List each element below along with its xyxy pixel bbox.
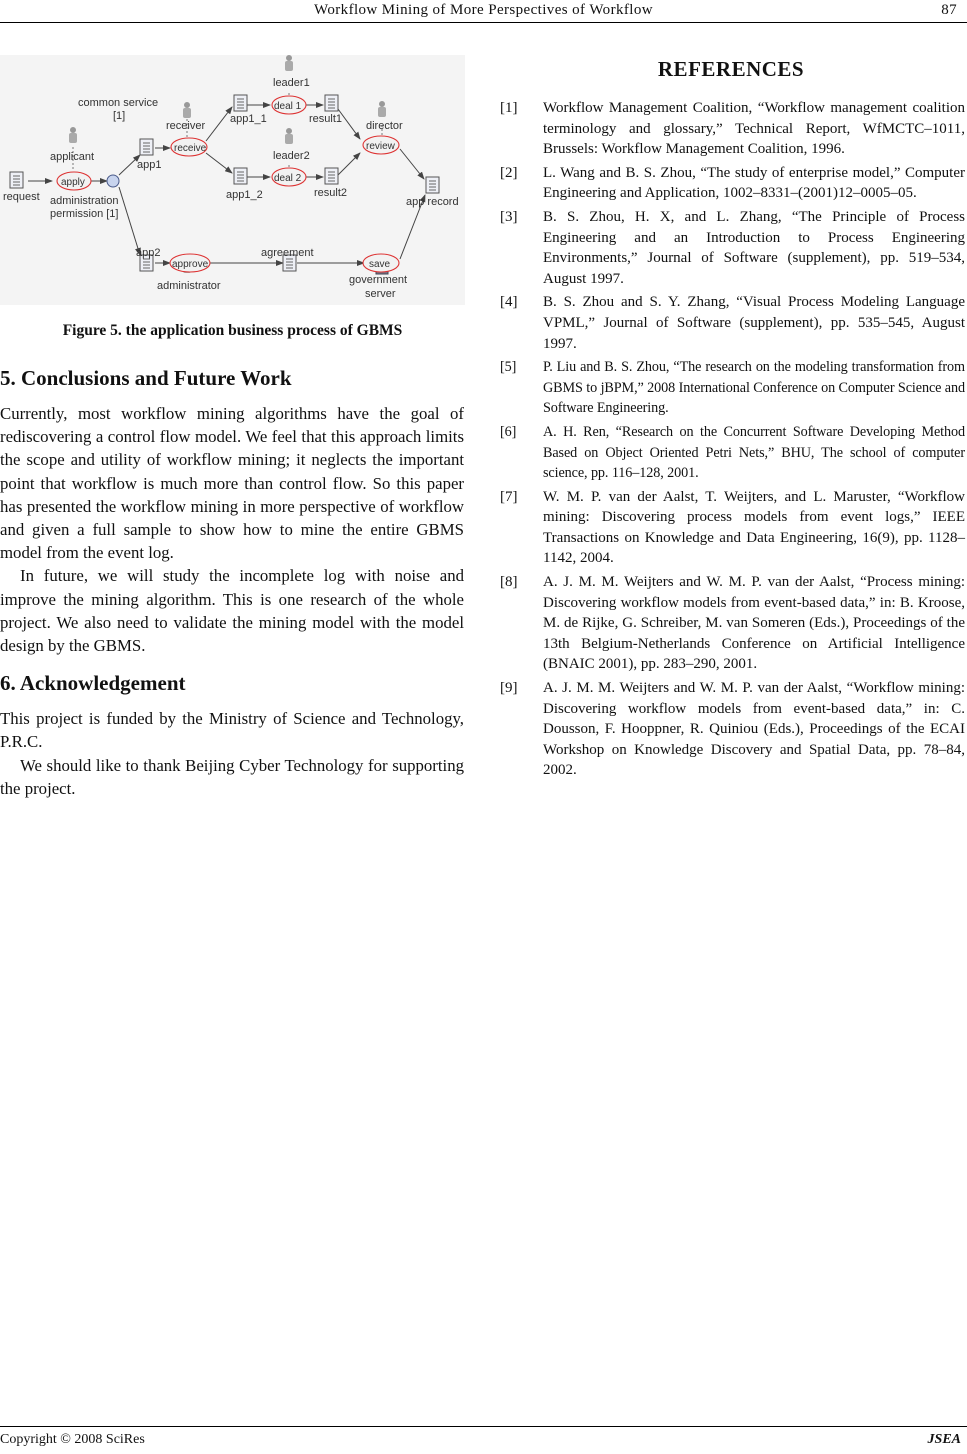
- section-title-conclusions: 5. Conclusions and Future Work: [0, 366, 292, 390]
- reference-item: [4] B. S. Zhou and S. Y. Zhang, “Visual Process Modeling Language VPML,” Journal of Software (supplement), pp. 535–545, August 1997.: [500, 294, 965, 352]
- label-admin-permission-2: permission [1]: [50, 208, 119, 220]
- label-app1-2: app1_2: [226, 189, 263, 201]
- label-app-record: app record: [406, 196, 459, 208]
- reference-item: [6] A. H. Ren, “Research on the Concurrent Software Developing Method Based on Object Oriented Petri Nets,” BHU, The school of computer science, pp. 116–128, 2001.: [500, 423, 965, 482]
- section-title-acknowledgement: 6. Acknowledgement: [0, 671, 186, 696]
- acknowledgement-paragraph-2: We should like to thank Beijing Cyber Technology for supporting the project.: [0, 755, 464, 798]
- label-app1-1: app1_1: [230, 113, 267, 125]
- journal-name: JSEA: [927, 1432, 961, 1447]
- conclusions-paragraph-2: In future, we will study the incomplete log with noise and improve the mining algorithm. This is one research of the whole project. We also need to validate the mining model with the model design by the GBMS.: [0, 566, 464, 656]
- label-app1: app1: [137, 159, 162, 171]
- task-deal2: deal 2: [274, 173, 302, 184]
- left-column: [0, 364, 464, 800]
- reference-item: [8] A. J. M. M. Weijters and W. M. P. van der Aalst, “Process mining: Discovering workflow models from event-based data,” in: B. Kroose, M. de Rijke, G. Schreiber, M. van Someren (Eds.), Proceedings of the 13th Belgium-Netherlands Conference on Artificial Intelligence (BNAIC 2001), pp. 283–290, 2001.: [500, 574, 965, 673]
- copyright: Copyright © 2008 SciRes: [0, 1432, 145, 1447]
- header-rule: [0, 22, 967, 23]
- footer-rule: [0, 1426, 967, 1427]
- label-agreement: agreement: [261, 247, 314, 259]
- references-title: REFERENCES: [657, 57, 805, 81]
- label-applicant: applicant: [50, 151, 95, 163]
- task-review: review: [366, 141, 395, 152]
- label-administrator: administrator: [157, 280, 221, 292]
- label-leader1: leader1: [273, 77, 310, 89]
- label-director: director: [366, 120, 403, 132]
- reference-item: [1] Workflow Management Coalition, “Workflow management coalition terminology and glossary,” Technical Report, WfMCTC–1011, Brussels: Workflow Management Coalition, 1996.: [500, 100, 965, 158]
- task-approve: approve: [172, 259, 209, 270]
- reference-item: [9] A. J. M. M. Weijters and W. M. P. van der Aalst, “Workflow mining: Discovering workflow models from event-based data,” in: C. Dousson, F. Hooppner, R. Quiniou (Eds.), Proceedings of the ECAI Workshop on Knowledge Discovery and Spatial Data, pp. 78–84, 2002.: [500, 680, 965, 779]
- references-list: [497, 98, 965, 784]
- figure-caption: Figure 5. the application business process of GBMS: [62, 322, 403, 339]
- task-apply: apply: [61, 177, 85, 188]
- label-government: government: [349, 274, 408, 286]
- figure-5: [0, 55, 465, 305]
- label-common-service: common service: [78, 97, 159, 109]
- label-receiver: receiver: [166, 120, 206, 132]
- label-admin-permission-1: administration: [50, 195, 119, 207]
- reference-item: [5] P. Liu and B. S. Zhou, “The research on the modeling transformation from GBMS to jBPM,” 2008 International Conference on Computer Science and Software Engineering.: [500, 359, 965, 417]
- page-number: 87: [941, 2, 957, 18]
- label-leader2: leader2: [273, 150, 310, 162]
- running-title: Workflow Mining of More Perspectives of Workflow: [314, 2, 653, 18]
- page-header: [0, 0, 967, 22]
- acknowledgement-paragraph-1: This project is funded by the Ministry of Science and Technology, P.R.C.: [0, 709, 464, 752]
- reference-item: [7] W. M. P. van der Aalst, T. Weijters, and L. Maruster, “Workflow mining: Discovering process models from event logs,” IEEE Transactions on Knowledge and Data Engineering, 16(9), pp. 1128–1142, 2004.: [500, 488, 965, 567]
- task-save: save: [369, 259, 391, 270]
- conclusions-paragraph-1: Currently, most workflow mining algorithms have the goal of rediscovering a control flow model. We feel that this approach limits the scope and utility of workflow mining; it neglects the important point that workflow is much more than control flow. So this paper has presented the workflow mining in more perspective of workflow and given a full sample to show how to mine the entire GBMS model from the event log.: [0, 404, 464, 563]
- label-result2: result2: [314, 187, 348, 199]
- task-receive: receive: [174, 143, 207, 154]
- reference-item: [3] B. S. Zhou, H. X, and L. Zhang, “The Principle of Process Engineering and an Introduction to Process Engineering Environments,” Journal of Software (supplement), pp. 519–534, August 1997.: [500, 208, 965, 287]
- reference-item: [2] L. Wang and B. S. Zhou, “The study of enterprise model,” Computer Engineering and Application, 1002–8331–(2001)12–0005–05.: [500, 164, 965, 202]
- label-result1: result1: [309, 113, 343, 125]
- label-app2: app2: [136, 247, 161, 259]
- task-deal1: deal 1: [274, 101, 302, 112]
- label-request: request: [3, 191, 40, 203]
- label-common-service-ref: [1]: [113, 110, 126, 122]
- label-server: server: [365, 288, 396, 300]
